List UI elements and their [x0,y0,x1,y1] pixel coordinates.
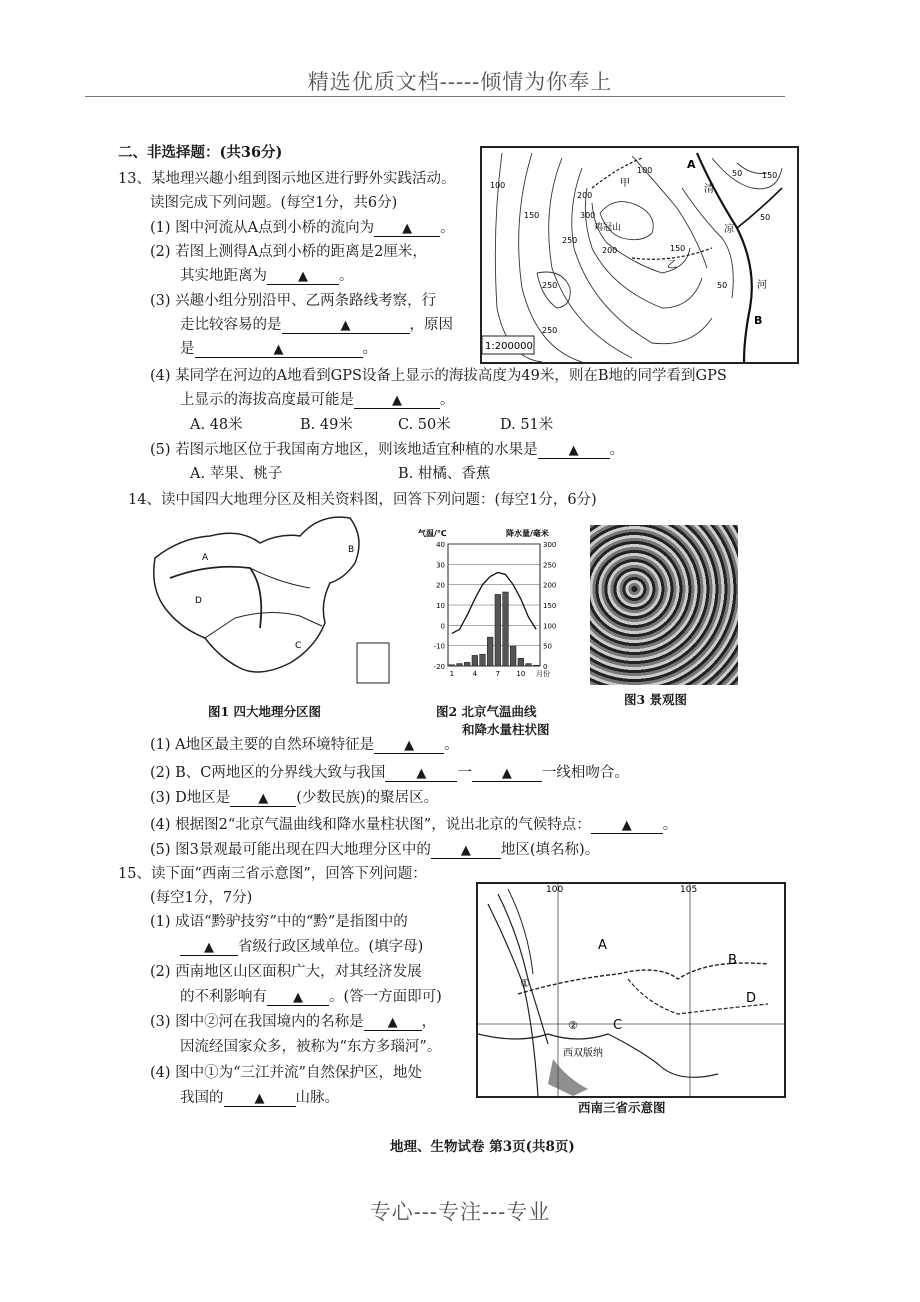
q14-part-1-text: (1) A地区最主要的自然环境特征是 [150,737,375,753]
q14-part-3-end: (少数民族)的聚居区。 [296,790,439,806]
q14-part-2-dash: 一 [457,765,472,781]
q15-part-1b [180,940,423,956]
southwest-map-svg [478,884,784,1096]
q14-part-2-text: (2) B、C两地区的分界线大致与我国 [150,765,386,781]
q13-blank-3[interactable] [282,318,410,334]
route-jia: 甲 [620,178,630,189]
precip-axis-label: 降水量/毫米 [506,529,549,538]
precip-bar [503,592,509,666]
q13-blank-6[interactable] [538,443,610,459]
month-tick-label: 10 [516,670,526,678]
precip-bar [518,658,524,666]
contour-map-svg [482,148,797,362]
month-tick-label: 7 [495,670,501,678]
peak-name: 鸡冠山 [594,223,622,233]
q14-part-3 [150,791,438,807]
q13-part-2a: (2) 若图上测得A点到小桥的距离是2厘米， [150,244,427,260]
q15-part-4a: (4) 图中①为“三江并流”自然保护区，地处 [150,1065,422,1081]
answer-marker: ▲ [621,818,632,833]
q15-part-4b-end: 山脉。 [295,1090,339,1106]
q15-part-1b-text: 省级行政区域单位。(填字母) [238,939,424,955]
q15-blank-4[interactable] [224,1091,296,1107]
fig3-caption: 图3 景观图 [624,692,688,707]
contour-label: 200 [577,191,593,200]
answer-marker: ▲ [568,443,579,458]
precip-bar [510,646,516,666]
q14-part-5-text: (5) 图3景观最可能出现在四大地理分区中的 [150,842,431,858]
precip-tick-label: 300 [543,541,557,549]
q13-part-3b-text: 走比较容易的是 [180,317,282,333]
china-map-svg [150,508,400,693]
answer-marker: ▲ [293,990,303,1005]
month-axis-suffix: 月份 [536,670,550,678]
q15-blank-1[interactable] [180,940,238,956]
point-a: A [687,158,696,171]
temp-tick-label: 0 [440,622,445,631]
header-divider [85,96,785,97]
river-char-3: 河 [757,280,767,291]
contour-label: 150 [524,211,540,220]
contour-label: 50 [717,281,728,290]
q13-option-b[interactable]: B. 49米 [300,417,353,433]
answer-marker: ▲ [204,940,214,955]
q14-part-2 [150,766,629,782]
contour-label: 100 [490,181,506,190]
province-c: C [613,1018,623,1033]
province-b: B [728,953,737,968]
q15-part-2b-end: 。(答一方面即可) [329,989,442,1005]
answer-marker: ▲ [340,318,351,333]
precip-bar [457,664,463,666]
month-tick-label: 4 [472,670,478,678]
q15-part-3a-comma: ， [421,1014,437,1030]
river-char-1: 清 [704,184,714,195]
precip-bar [495,594,501,666]
q15-part-4b-text: 我国的 [180,1090,224,1106]
longitude-105: 105 [680,885,698,895]
precip-bar [464,662,470,666]
precip-bar [449,665,455,666]
map-scale: 1:200000 [485,341,533,352]
answer-marker: ▲ [416,766,427,781]
precip-tick-label: 200 [543,581,557,590]
answer-marker: ▲ [387,1015,398,1030]
temp-tick-label: 30 [436,561,445,570]
southwest-map [476,882,786,1098]
temp-tick-label: 10 [436,602,445,610]
point-b: B [754,314,763,327]
q13-part-3b-reason: ，原因 [409,317,453,333]
q13-part-1-text: (1) 图中河流从A点到小桥的流向为 [150,220,375,236]
river-char-2: 凉 [724,224,734,235]
region-a: A [202,553,209,563]
q13-option-d[interactable]: D. 51米 [500,417,554,433]
precip-bar [472,655,478,666]
q15-part-2b [180,990,442,1006]
q13-option-a[interactable]: A. 48米 [190,417,243,433]
q13-fruit-option-a[interactable]: A. 苹果、桃子 [190,466,283,482]
answer-marker: ▲ [298,269,308,284]
contour-label: 250 [542,281,558,290]
province-a: A [598,938,607,953]
precip-bar [487,637,493,666]
section-title: 二、非选择题：(共36分) [118,144,283,161]
answer-marker: ▲ [501,766,512,781]
answer-marker: ▲ [402,221,413,236]
region-c: C [295,641,302,651]
q14-blank-2[interactable] [385,766,457,782]
temp-tick-label: -20 [433,663,445,671]
q13-part-3c: 是 ▲ 。 [180,341,377,357]
q15-blank-3[interactable] [364,1015,422,1031]
q14-blank-4[interactable] [230,791,296,807]
q13-part-1: (1) 图中河流从A点到小桥的流向为 ▲ 。 [150,220,455,236]
temp-axis-label: 气温/℃ [418,529,447,538]
precip-bar [533,665,539,666]
q13-part-2b-text: 其实地距离为 [180,268,267,284]
contour-label: 150 [762,171,778,180]
q14-intro: 14、读中国四大地理分区及相关资料图，回答下列问题：(每空1分，6分) [128,492,597,508]
q14-part-5 [150,843,599,859]
q15-part-1a: (1) 成语“黔驴技穷”中的“黔”是指图中的 [150,914,408,930]
province-d: D [746,991,757,1006]
contour-label: 250 [542,326,558,335]
q15-part-3a [150,1015,436,1031]
q13-part-4b: 上显示的海拔高度最可能是 ▲ 。 [180,392,455,408]
q14-part-2-end: 一线相吻合。 [541,765,629,781]
q13-blank-5[interactable] [354,393,440,409]
q13-part-4b-text: 上显示的海拔高度最可能是 [180,392,354,408]
q14-part-4: (4) 根据图2“北京气温曲线和降水量柱状图”，说出北京的气候特点： ▲ 。 [150,817,678,833]
page-footer: 专心---专注---专业 [369,1200,551,1224]
answer-marker: ▲ [460,843,471,858]
marker-1: ① [520,977,530,990]
fig2-caption-1: 图2 北京气温曲线 [436,704,537,719]
q13-part-5-text: (5) 若图示地区位于我国南方地区，则该地适宜种植的水果是 [150,442,538,458]
q15-intro-2: (每空1分，7分) [150,890,253,906]
q13-option-c[interactable]: C. 50米 [398,417,451,433]
precip-bar [480,654,486,666]
q13-blank-4[interactable] [195,342,363,358]
q13-part-4a: (4) 某同学在河边的A地看到GPS设备上显示的海拔高度为49米，则在B地的同学看到GPS [150,368,727,384]
contour-label: 100 [637,166,653,175]
longitude-100: 100 [546,885,564,895]
q14-blank-6[interactable] [431,843,501,859]
q15-blank-2[interactable] [267,990,329,1006]
peak-height: 300 [580,211,596,220]
q13-contour-map [480,146,799,364]
region-b: B [348,545,355,555]
answer-marker: ▲ [273,342,284,357]
fig1-caption: 图1 四大地理分区图 [208,704,322,719]
precip-tick-label: 50 [543,642,552,651]
answer-marker: ▲ [258,791,269,806]
page-header: 精选优质文档-----倾情为你奉上 [307,70,613,94]
temperature-line [452,572,536,633]
q13-part-3c-text: 是 [180,341,195,357]
q14-part-5-end: 地区(填名称)。 [500,842,600,858]
q14-part-4-text: (4) 根据图2“北京气温曲线和降水量柱状图”，说出北京的气候特点： [150,817,591,833]
temp-tick-label: 40 [436,541,445,549]
q13-blank-2[interactable] [267,269,339,285]
marker-2: ② [568,1019,578,1032]
contour-label: 50 [732,169,743,178]
q15-map-caption: 西南三省示意图 [578,1100,666,1115]
precip-tick-label: 100 [543,622,557,631]
q14-part-1: (1) A地区最主要的自然环境特征是 ▲ 。 [150,737,459,753]
contour-label: 150 [670,244,686,253]
fig2-caption-2: 和降水量柱状图 [462,722,550,737]
q15-part-4b [180,1091,339,1107]
q15-part-3a-text: (3) 图中②河在我国境内的名称是 [150,1014,364,1030]
q13-part-3b [180,318,453,334]
q13-part-5: (5) 若图示地区位于我国南方地区，则该地适宜种植的水果是 ▲ 。 [150,442,625,458]
contour-label: 200 [602,246,618,255]
q15-part-2b-text: 的不利影响有 [180,989,267,1005]
q13-part-3a: (3) 兴趣小组分别沿甲、乙两条路线考察，行 [150,293,437,309]
climate-chart-svg [410,522,580,692]
q13-part-2b: 其实地距离为 ▲ 。 [180,268,354,284]
xishuangbanna-label: 西双版纳 [563,1048,603,1059]
q14-blank-5[interactable] [591,818,663,834]
region-d: D [195,596,202,606]
q14-part-3-text: (3) D地区是 [150,790,231,806]
answer-marker: ▲ [254,1091,265,1106]
temp-tick-label: 20 [436,581,445,590]
answer-marker: ▲ [404,738,415,753]
precip-tick-label: 150 [543,602,557,610]
temp-tick-label: -10 [433,642,445,651]
precip-tick-label: 250 [543,561,557,570]
precip-bar [526,664,532,666]
q15-part-2a: (2) 西南地区山区面积广大，对其经济发展 [150,964,422,980]
q14-blank-3[interactable] [472,766,542,782]
q13-intro-2: 读图完成下列问题。(每空1分，共6分) [150,195,398,211]
q13-intro-1: 13、某地理兴趣小组到图示地区进行野外实践活动。 [118,171,456,187]
q15-intro-1: 15、读下面“西南三省示意图”，回答下列问题： [118,866,427,882]
exam-page-footer: 地理、生物试卷 第3页(共8页) [390,1139,575,1155]
answer-marker: ▲ [392,393,402,408]
q13-blank-1[interactable] [374,221,440,237]
route-yi: 乙 [667,260,677,271]
contour-label: 50 [760,213,771,222]
landscape-photo [590,525,738,685]
q13-fruit-option-b[interactable]: B. 柑橘、香蕉 [398,466,491,482]
q15-part-3b: 因流经国家众多，被称为“东方多瑙河”。 [180,1039,442,1055]
china-regions-map [150,508,400,693]
beijing-climate-chart [410,522,580,692]
month-tick-label: 1 [449,670,455,678]
contour-label: 250 [562,236,578,245]
precip-tick-label: 0 [543,663,548,671]
q14-blank-1[interactable] [374,738,444,754]
